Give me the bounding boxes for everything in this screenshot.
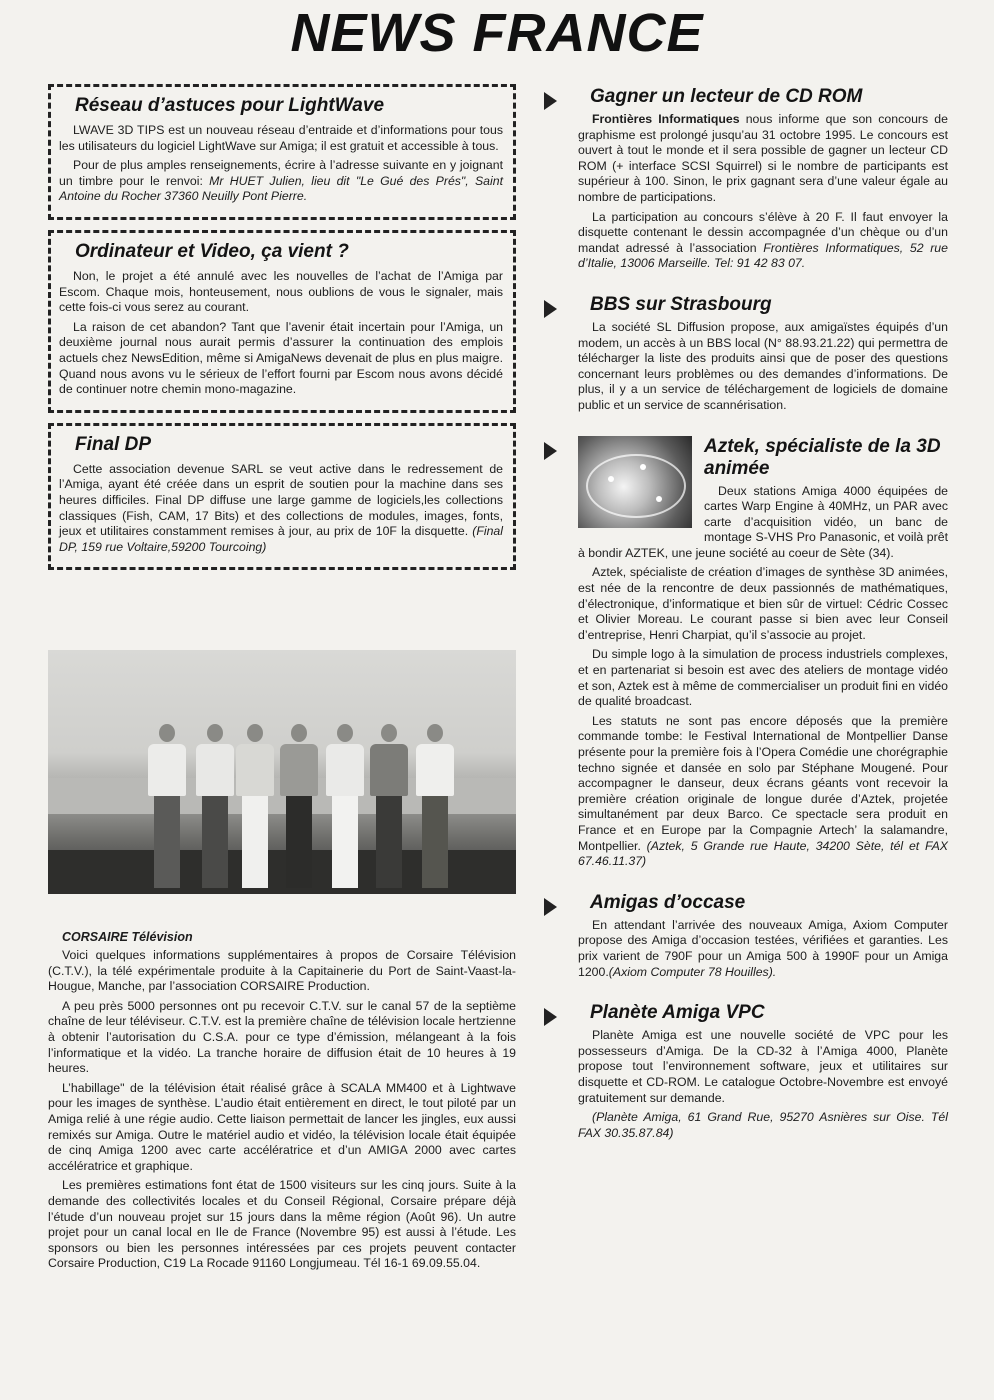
triangle-bullet-icon — [544, 300, 557, 318]
finaldp-title: Final DP — [75, 433, 152, 455]
photo-person — [196, 724, 234, 888]
photo-person — [280, 724, 318, 888]
vpc-article — [540, 1002, 948, 1141]
cdrom-article — [540, 86, 948, 272]
cdrom-title: Gagner un lecteur de CD ROM — [590, 86, 863, 107]
aztek-3d-image — [578, 436, 692, 528]
masthead — [0, 0, 994, 64]
photo-person — [236, 724, 274, 888]
photo-person — [370, 724, 408, 888]
corsaire-article — [48, 904, 516, 1276]
lightwave-p2: Pour de plus amples renseignements, écrire à l’adresse suivante en y joignant un timbre pour le renvoi: Mr HUET Julien, lieu dit "Le Gué des Prés", Saint Antoine du Rocher 37360 Neuilly Pont Pierre. — [59, 158, 503, 204]
video-p2: La raison de cet abandon? Tant que l’avenir était incertain pour l’Amiga, un deuxième journal nous aurait permis d’assurer la continuation des emplois actuels chez NewsEdition, même si AmigaNews devenait de plus en plus maigre. Quand nous avons vu le sérieux de l’effort fourni par Escom nous avons décidé de continuer notre chemin mono-magazine. — [59, 319, 503, 397]
finaldp-p1: Cette association devenue SARL se veut active dans le redressement de l’Amiga, ayant été créée dans un esprit de soutien pour la machine dans ses heures difficiles. Final DP diffuse une large gamme de logiciels,les collections classiques (Fish, CAM, 17 Bits) et des collections de modules, images, fonts, jeux et utilitaires constamment remises à jour, au prix de 10F la disquette. (Final DP, 159 rue Voltaire,59200 Tourcoing) — [59, 461, 503, 554]
video-p1: Non, le projet a été annulé avec les nouvelles de l’achat de l’Amiga par Escom. Chaque mois, honteusement, nous oublions de vous le signaler, mais cette fois-ci vous serez au courant. — [59, 268, 503, 315]
right-column — [540, 84, 948, 1163]
vpc-p2 — [578, 1110, 948, 1141]
team-photo — [48, 650, 516, 894]
occase-title: Amigas d’occase — [590, 891, 746, 913]
aztek-p3: Du simple logo à la simulation de process industriels complexes, et en partenariat si besoin est avec des ateliers de montage vidéo et son, Aztek est à même de commercialiser un produit fini en vidéo de qualité broadcast. — [578, 647, 948, 709]
aztek-title: Aztek, spécialiste de la 3D animée — [704, 435, 941, 479]
photo-person — [326, 724, 364, 888]
corsaire-p3: L’habillage" de la télévision était réalisé grâce à SCALA MM400 et à Lightwave pour les images de synthèse. L’audio était entièrement en direct, le tout piloté par un Amiga relié à une régie audio. Cette liaison permettait de lancer les jingles, eux aussi remixés sur Amiga. Outre le matériel audio et vidéo, la télévision locale était équipée de cinq Amiga 1200 avec carte accélératrice et d’un AMIGA 2000 avec cartes accélératrice et graphique. — [48, 1080, 516, 1173]
cdrom-org: Frontières Informatiques — [592, 112, 740, 126]
aztek-p1: Deux stations Amiga 4000 équipées de cartes Warp Engine à 40MHz, un PAR avec carte d’acquisition vidéo, un banc de montage S-VHS Pro Panasonic, et voilà prêt à bondir AZTEK, une jeune société au coeur de Sète (34). — [578, 483, 948, 560]
aztek-p4: Les statuts ne sont pas encore déposés que la première commande tombe: le Festival International de Montpellier Danse présente pour la première fois à l’Opera Comédie une chorégraphie techno signée et dansée en solo par Stéphane Mougené. Pour accompagner le danseur, deux écrans géants vont recevoir la première création originale de longue durée d’Aztek, projetée simultanément par deux Barco. Ce spectacle sera produit en France et en Europe par la Compagnie Artech’ la salamandre, Montpellier. (Aztek, 5 Grande rue Haute, 34200 Sète, tél et FAX 67.46.11.37) — [578, 713, 948, 869]
bbs-article — [540, 294, 948, 414]
finaldp-box — [48, 423, 516, 571]
cdrom-p1: Frontières Informatiques nous informe que son concours de graphisme est prolongé jusqu’au 31 octobre 1995. Le concours est ouvert à tout le monde et il sera possible de gagner un lecteur CD ROM (+ interface SCSI Squirrel) si le nombre de participants est supérieur à 100. Sinon, le prix gagnant sera d’une valeur égale au nombre de participations. — [578, 112, 948, 204]
lightwave-address: Mr HUET Julien, lieu dit "Le Gué des Prés", Saint Antoine du Rocher 37360 Neuilly Pont Pierre. — [59, 173, 503, 204]
triangle-bullet-icon — [544, 1008, 557, 1026]
lightwave-title: Réseau d’astuces pour LightWave — [75, 95, 385, 116]
corsaire-p4: Les premières estimations font état de 1500 visiteurs sur les cinq jours. Suite à la demande des collectivités locales et du Conseil Régional, Corsaire prépare déjà l’étude d’un nouveau projet sur 15 jours dans la même région (Août 96). Un autre projet pour un canal local en Ile de France (Novembre 95) est aussi à l’étude. Les sponsors ou bien les personnes intéressées par ces projets peuvent contacter Corsaire Production, C19 La Rocade 91160 Longjumeau. Tél 16-1 69.09.55.04. — [48, 1178, 516, 1271]
corsaire-p2: A peu près 5000 personnes ont pu recevoir C.T.V. sur le canal 57 de la septième chaîne de leur téléviseur. C.T.V. est la première chaîne de télévision locale hertzienne à obtenir l’autorisation du C.S.A. pour ce type d’émission, mélangeant à la fois l’informatique et la vidéo. La tranche horaire de diffusion était de 10 heures à 19 heures. — [48, 998, 516, 1076]
aztek-article — [540, 436, 948, 870]
lightwave-p1: LWAVE 3D TIPS est un nouveau réseau d’entraide et d’informations pour tous les utilisateurs du logiciel LightWave sur Amiga; il est gratuit et accessible à tous. — [59, 123, 503, 153]
lightwave-box — [48, 84, 516, 220]
aztek-p2: Aztek, spécialiste de création d’images de synthèse 3D animées, est née de la rencontre de deux passionnés de mathématiques, d’électronique, d’informatique et bien sûr de virtuel: Cédric Cossec et Olivier Moreau. Le courant passe si bien avec leur Conseil d’entreprise, Henri Charpiat, qu’il s’associe au projet. — [578, 565, 948, 642]
bbs-p1: La société SL Diffusion propose, aux amigaïstes équipés d’un modem, un accès à un BBS local (N° 88.93.21.22) qui permettra de télécharger la liste des produits ainsi que de poser des questions concernant leurs problèmes ou des demandes d’informations. De plus, il y a un service de téléchargement de logiciels de domaine public et un service de scannérisation. — [578, 319, 948, 412]
video-title: Ordinateur et Video, ça vient ? — [75, 240, 349, 262]
occase-p1: En attendant l’arrivée des nouveaux Amiga, Axiom Computer propose des Amiga d’occasion testées, vérifiées et garanties. Les prix varient de 790F pour un Amiga 500 à 1990F pour un Amiga 1200.(Axiom Computer 78 Houilles). — [578, 917, 948, 979]
corsaire-title: CORSAIRE Télévision — [62, 930, 193, 944]
page-title: NEWS FRANCE — [290, 3, 704, 63]
left-column — [48, 84, 516, 1271]
corsaire-p1: Voici quelques informations supplémentaires à propos de Corsaire Télévision (C.T.V.), la télé expérimentale produite à la Capitainerie du Port de Saint-Vaast-la-Hougue, Manche, par l’association CORSAIRE Production. — [48, 948, 516, 994]
bbs-title: BBS sur Strasbourg — [590, 293, 772, 315]
vpc-p1: Planète Amiga est une nouvelle société de VPC pour les possesseurs d’Amiga. De la CD-32 à l’Amiga 4000, Planète propose tout l’environnement software, jeux et utilitaires sur disquette et CD-ROM. Le catalogue Octobre-Novembre est envoyé gratuitement sur demande. — [578, 1028, 948, 1105]
occase-article — [540, 892, 948, 980]
triangle-bullet-icon — [544, 92, 557, 110]
triangle-bullet-icon — [544, 442, 557, 460]
photo-person — [148, 724, 186, 888]
vpc-address: (Planète Amiga, 61 Grand Rue, 95270 Asnières sur Oise. Tél FAX 30.35.87.84) — [578, 1110, 948, 1140]
triangle-bullet-icon — [544, 898, 557, 916]
finaldp-address: (Final DP, 159 rue Voltaire,59200 Tourcoing) — [59, 524, 503, 554]
aztek-address: (Aztek, 5 Grande rue Haute, 34200 Sète, tél et FAX 67.46.11.37) — [578, 838, 948, 869]
vpc-title: Planète Amiga VPC — [590, 1002, 765, 1024]
video-box — [48, 230, 516, 413]
cdrom-address: Frontières Informatiques, 52 rue d’Italie, 13006 Marseille. Tel: 91 42 83 07. — [578, 240, 948, 271]
occase-address: (Axiom Computer 78 Houilles). — [608, 964, 777, 979]
photo-person — [416, 724, 454, 888]
cdrom-p2: La participation au concours s’élève à 20 F. Il faut envoyer la disquette contenant le dessin accompagnée d’un chèque ou d’un mandat adressé à l’association Frontières Informatiques, 52 rue d’Italie, 13006 Marseille. Tel: 91 42 83 07. — [578, 209, 948, 271]
